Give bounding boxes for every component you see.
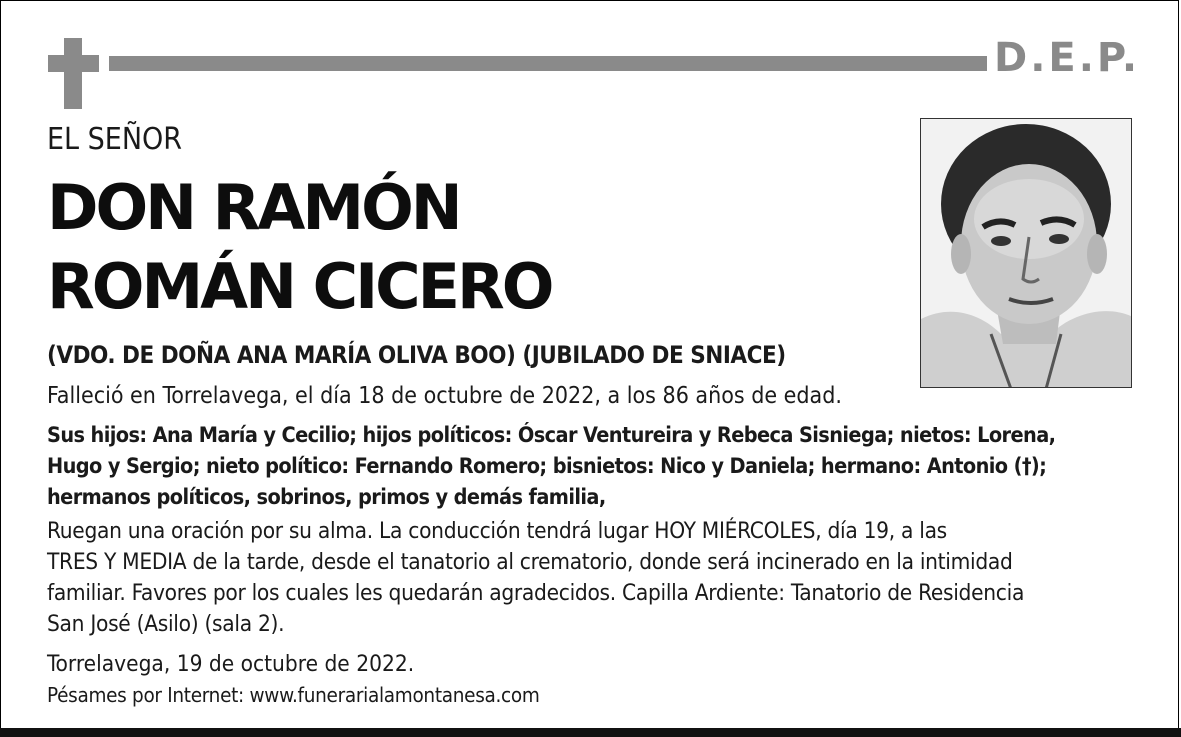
portrait-image [921, 119, 1132, 388]
portrait-photo [920, 118, 1132, 388]
dep-label: D.E.P. [994, 35, 1141, 81]
family-line: Hugo y Sergio; nieto político: Fernando Romero; bisnietos: Nico y Daniela; hermano: Antonio (†); [47, 454, 1047, 479]
death-statement: Falleció en Torrelavega, el día 18 de octubre de 2022, a los 86 años de edad. [47, 383, 842, 409]
ceremony-line: San José (Asilo) (sala 2). [47, 611, 285, 637]
title-senor: EL SEÑOR [47, 122, 183, 157]
condolences-website: Pésames por Internet: www.funerarialamontanesa.com [47, 683, 540, 707]
deceased-name-line-1: DON RAMÓN [47, 171, 460, 244]
ceremony-line: TRES Y MEDIA de la tarde, desde el tanatorio al crematorio, donde será incinerado en la intimidad [47, 549, 1013, 575]
deceased-name-line-2: ROMÁN CICERO [47, 250, 552, 323]
cross-vertical-bar [64, 38, 82, 109]
family-line: Sus hijos: Ana María y Cecilio; hijos políticos: Óscar Ventureira y Rebeca Sisniega; nietos: Lorena, [47, 423, 1056, 448]
bottom-border-bar [0, 728, 1181, 737]
ceremony-line: Ruegan una oración por su alma. La conducción tendrá lugar HOY MIÉRCOLES, día 19, a las [47, 518, 947, 544]
family-list [47, 420, 1107, 513]
place-date: Torrelavega, 19 de octubre de 2022. [47, 651, 415, 677]
ceremony-paragraph [47, 516, 1024, 640]
subtitle-widower-retired: (VDO. DE DOÑA ANA MARÍA OLIVA BOO) (JUBILADO DE SNIACE) [47, 341, 786, 369]
header-rule [109, 56, 987, 71]
ceremony-line: familiar. Favores por los cuales les quedarán agradecidos. Capilla Ardiente: Tanatorio de Residencia [47, 580, 1025, 606]
family-line: hermanos políticos, sobrinos, primos y demás familia, [47, 485, 606, 510]
cross-horizontal-bar [48, 55, 99, 72]
